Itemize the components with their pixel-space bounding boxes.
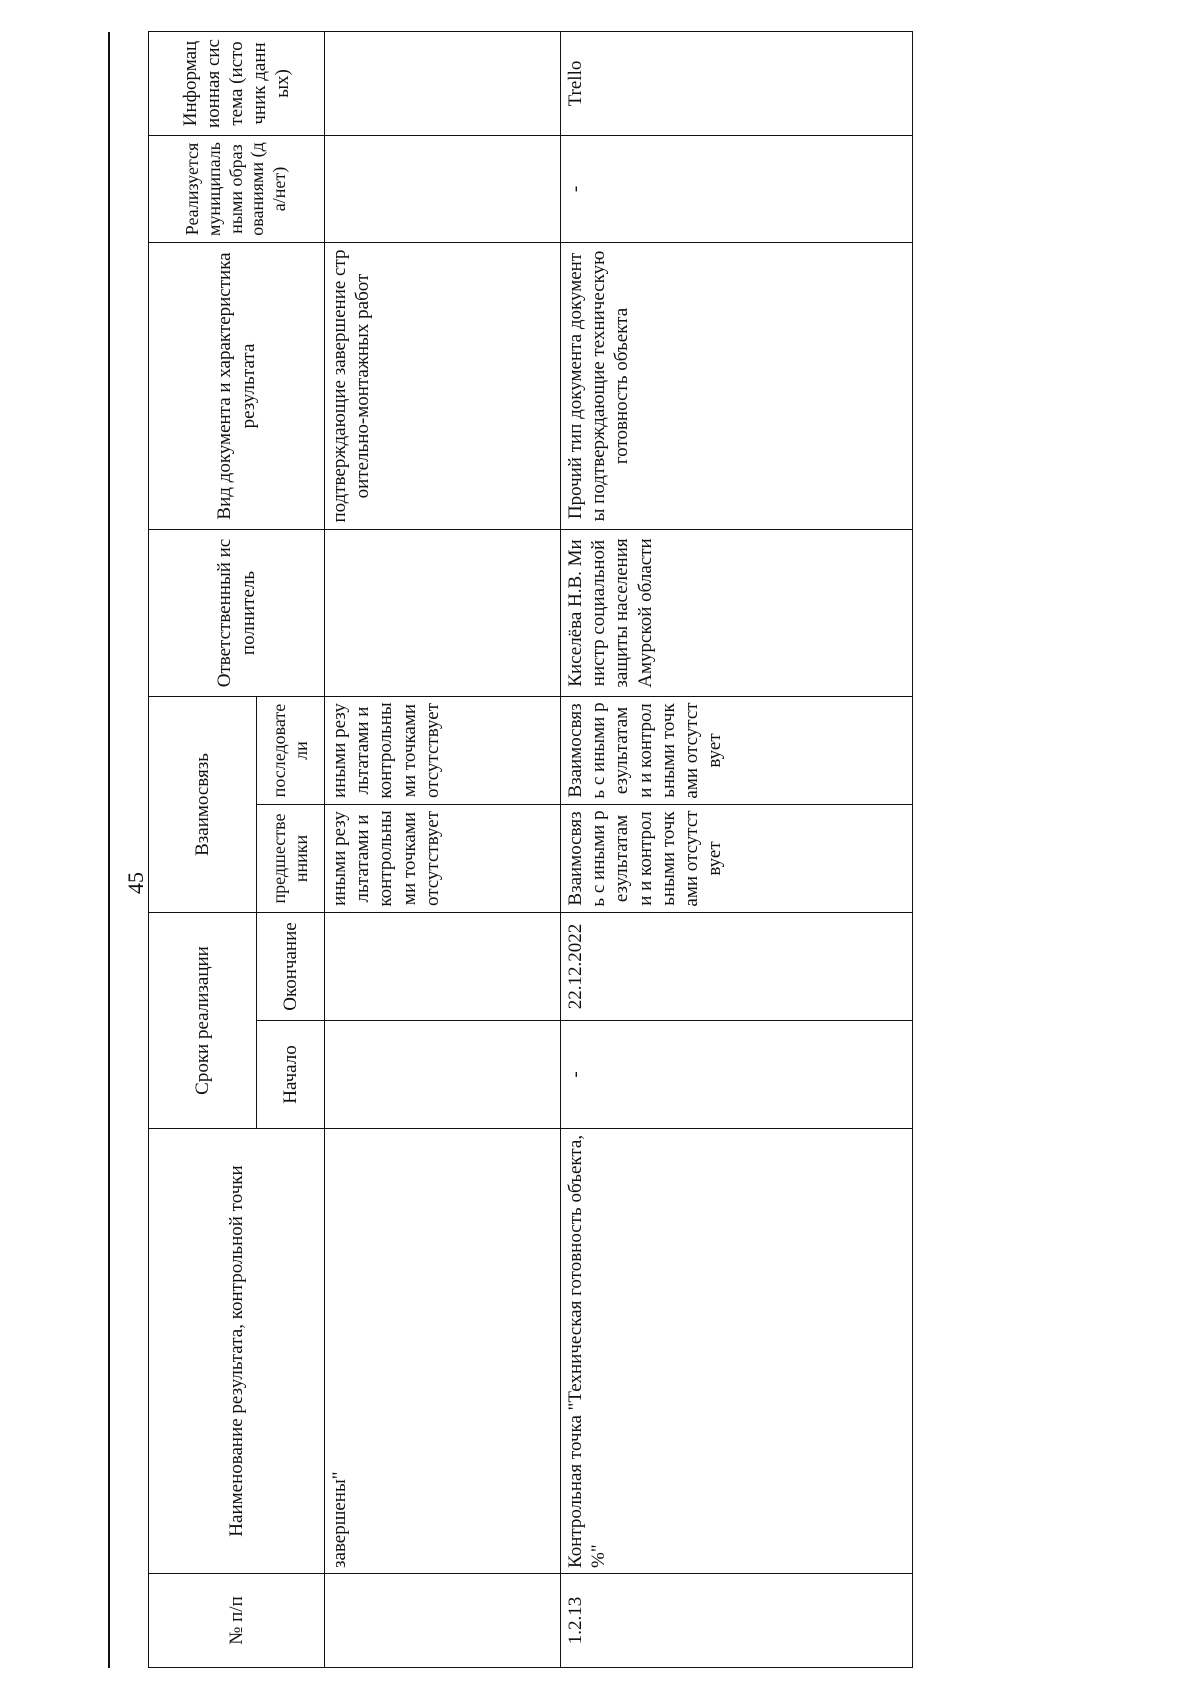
header-responsible: Ответственный исполнитель — [149, 530, 325, 697]
header-predecessors: предшественники — [257, 805, 325, 913]
header-start: Начало — [257, 1021, 325, 1129]
header-terms: Сроки реализации — [149, 913, 257, 1129]
header-doc: Вид документа и характеристика результата — [149, 243, 325, 530]
cell-info: Trello — [561, 32, 913, 136]
page-divider-line — [108, 32, 110, 1668]
header-relation: Взаимосвязь — [149, 697, 257, 913]
header-row-1 — [149, 32, 257, 1668]
page-number: 45 — [123, 872, 148, 894]
cell-end: 22.12.2022 — [561, 913, 913, 1021]
cell-predecessors: Взаимосвязь с иными результатами и контрольными точками отсутствует — [561, 805, 913, 913]
cell-doc: подтверждающие завершение строительно-монтажных работ — [325, 243, 561, 530]
header-num: № п/п — [149, 1574, 325, 1668]
cell-responsible: Киселёва Н.В. Министр социальной защиты населения Амурской области — [561, 530, 913, 697]
table-row — [561, 32, 913, 1668]
results-table — [148, 31, 913, 1668]
cell-municipal: - — [561, 136, 913, 243]
header-info: Информационная система (источник данных) — [149, 32, 325, 136]
table-container — [148, 32, 912, 1668]
cell-num: 1.2.13 — [561, 1574, 913, 1668]
cell-name: Контрольная точка "Техническая готовность объекта, %" — [561, 1129, 913, 1574]
header-name: Наименование результата, контрольной точки — [149, 1129, 325, 1574]
cell-responsible — [325, 530, 561, 697]
header-end: Окончание — [257, 913, 325, 1021]
rotated-table-wrapper — [148, 32, 912, 1668]
cell-num — [325, 1574, 561, 1668]
cell-end — [325, 913, 561, 1021]
cell-name: завершены" — [325, 1129, 561, 1574]
cell-doc: Прочий тип документа документы подтверждающие техническую готовность объекта — [561, 243, 913, 530]
header-successors: последователи — [257, 697, 325, 805]
cell-start — [325, 1021, 561, 1129]
cell-successors: иными результатами и контрольными точками отсутствует — [325, 697, 561, 805]
cell-municipal — [325, 136, 561, 243]
cell-successors: Взаимосвязь с иными результатами и контрольными точками отсутствует — [561, 697, 913, 805]
cell-info — [325, 32, 561, 136]
cell-start: - — [561, 1021, 913, 1129]
header-municipal: Реализуется муниципальными образованиями (да/нет) — [149, 136, 325, 243]
cell-predecessors: иными результатами и контрольными точками отсутствует — [325, 805, 561, 913]
table-row — [325, 32, 561, 1668]
